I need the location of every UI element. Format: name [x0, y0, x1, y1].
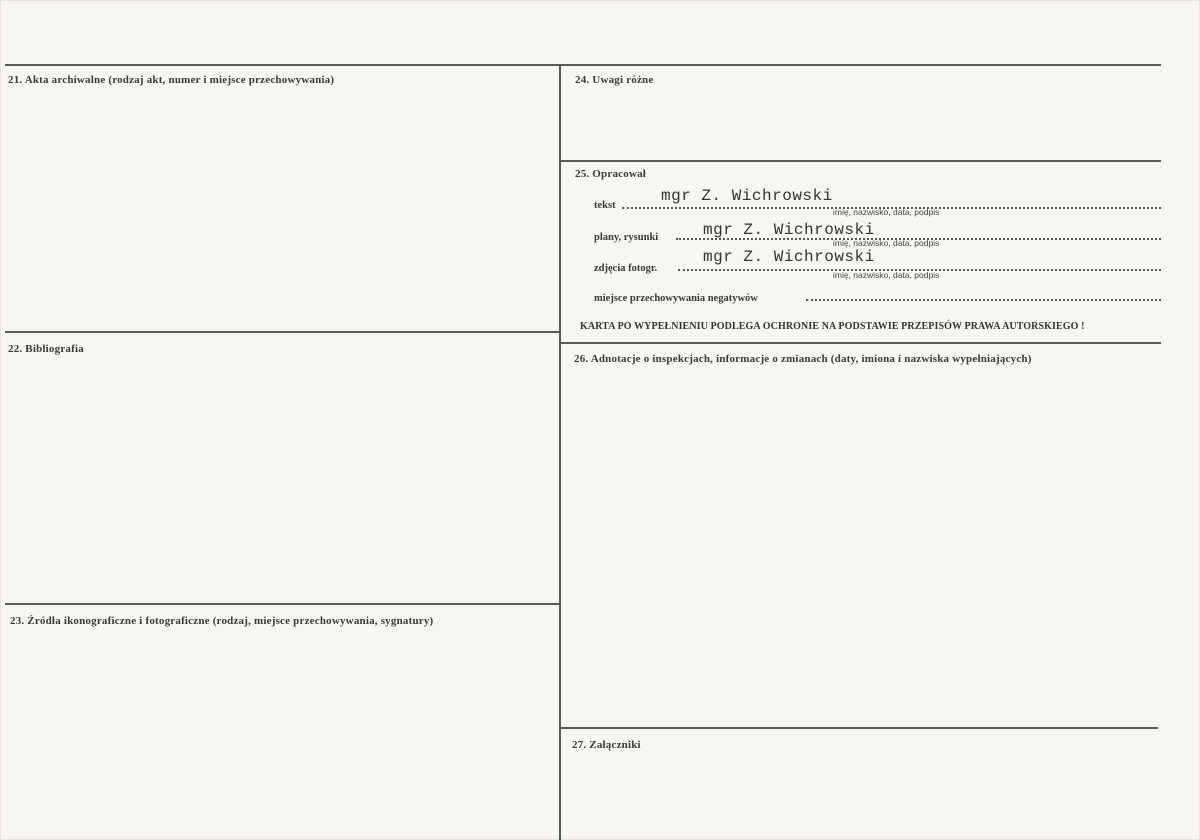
- section-27-heading: 27. Załączniki: [572, 739, 641, 751]
- negatywy-label: miejsce przechowywania negatywów: [594, 293, 758, 304]
- left-rule-23: [5, 603, 560, 605]
- copyright-notice: KARTA PO WYPEŁNIENIU PODLEGA OCHRONIE NA PODSTAWIE PRZEPISÓW PRAWA AUTORSKIEGO !: [580, 321, 1085, 332]
- tekst-hint: imię, nazwisko, data, podpis: [833, 207, 940, 217]
- section-24-heading: 24. Uwagi różne: [575, 74, 654, 86]
- zdjecia-value: mgr Z. Wichrowski: [703, 248, 875, 266]
- plany-value: mgr Z. Wichrowski: [703, 221, 875, 239]
- negatywy-dotted-line: [806, 299, 1161, 301]
- top-rule: [5, 64, 1161, 66]
- section-25-heading: 25. Opracował: [575, 168, 647, 180]
- right-rule-26: [560, 342, 1161, 344]
- plany-label: plany, rysunki: [594, 232, 659, 243]
- section-26-heading: 26. Adnotacje o inspekcjach, informacje o zmianach (daty, imiona i nazwiska wypełniających): [574, 353, 1032, 365]
- right-rule-27: [560, 727, 1158, 729]
- zdjecia-label: zdjęcia fotogr.: [594, 263, 658, 274]
- section-21-heading: 21. Akta archiwalne (rodzaj akt, numer i miejsce przechowywania): [8, 74, 335, 86]
- center-divider: [559, 64, 561, 840]
- right-rule-25: [560, 160, 1161, 162]
- left-rule-22: [5, 331, 560, 333]
- tekst-value: mgr Z. Wichrowski: [661, 187, 833, 205]
- section-22-heading: 22. Bibliografia: [8, 343, 84, 355]
- plany-hint: imię, nazwisko, data, podpis: [833, 238, 940, 248]
- zdjecia-hint: imię, nazwisko, data, podpis: [833, 270, 940, 280]
- section-23-heading: 23. Źródła ikonograficzne i fotograficzne (rodzaj, miejsce przechowywania, sygnatury): [10, 615, 434, 627]
- tekst-label: tekst: [594, 200, 616, 211]
